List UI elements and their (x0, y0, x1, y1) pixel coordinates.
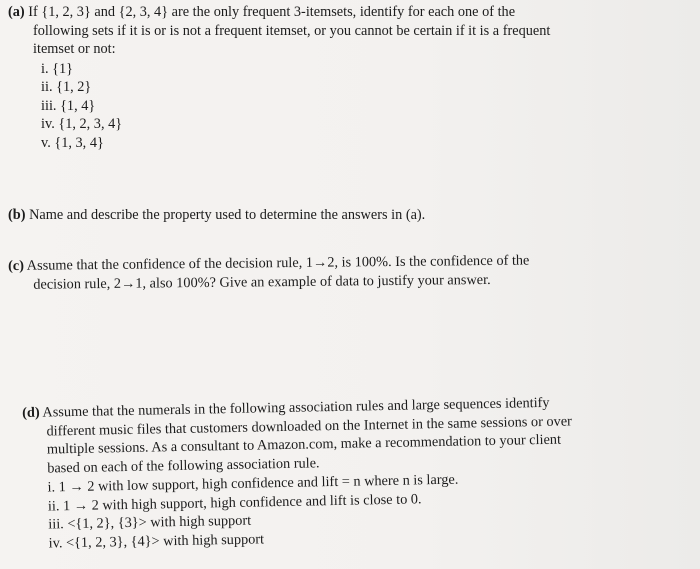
question-d-line-2: different music files that customers downloaded on the Internet in the same sessions or over (46, 412, 573, 440)
question-a-label: (a) (8, 4, 25, 20)
question-a-item-iii: iii. {1, 4} (41, 97, 96, 114)
question-d-item-i: i. 1 → 2 with low support, high confidence and lift = n where n is large. (47, 471, 459, 496)
question-a-item-v: v. {1, 3, 4} (41, 134, 104, 151)
question-c-line-2: decision rule, 2→1, also 100%? Give an example of data to justify your answer. (33, 271, 491, 293)
question-b (8, 206, 425, 225)
question-d-line-3: multiple sessions. As a consultant to Amazon.com, make a recommendation to your client (46, 431, 562, 458)
question-d-label: (d) (22, 404, 40, 421)
question-a-item-i: i. {1} (41, 60, 73, 77)
question-c-line-1: Assume that the confidence of the decision rule, 1→2, is 100%. Is the confidence of the (26, 252, 530, 274)
question-d (22, 393, 574, 553)
question-d-line-1: Assume that the numerals in the following association rules and large sequences identify (42, 394, 550, 421)
question-b-label: (b) (8, 207, 26, 223)
question-a-line-1: If {1, 2, 3} and {2, 3, 4} are the only frequent 3-itemsets, identify for each one of the (28, 4, 516, 20)
question-d-item-ii: ii. 1 → 2 with high support, high confidence and lift is close to 0. (47, 490, 422, 515)
question-a-line-2: following sets if it is or is not a frequent itemset, or you cannot be certain if it is a frequent (33, 22, 551, 39)
question-a-items (8, 60, 550, 153)
question-a-item-iv: iv. {1, 2, 3, 4} (41, 116, 123, 132)
question-d-items (23, 468, 574, 553)
question-c-label: (c) (8, 257, 25, 274)
question-a-line-3: itemset or not: (33, 41, 116, 57)
question-d-item-iii: iii. <{1, 2}, {3}> with high support (48, 512, 252, 533)
question-b-line-1: Name and describe the property used to determine the answers in (a). (29, 207, 426, 223)
question-a (8, 3, 550, 152)
question-d-line-4: based on each of the following association rule. (47, 454, 320, 477)
question-c (8, 252, 530, 294)
question-a-item-ii: ii. {1, 2} (41, 79, 92, 95)
question-d-item-iv: iv. <{1, 2, 3}, {4}> with high support (48, 530, 265, 552)
